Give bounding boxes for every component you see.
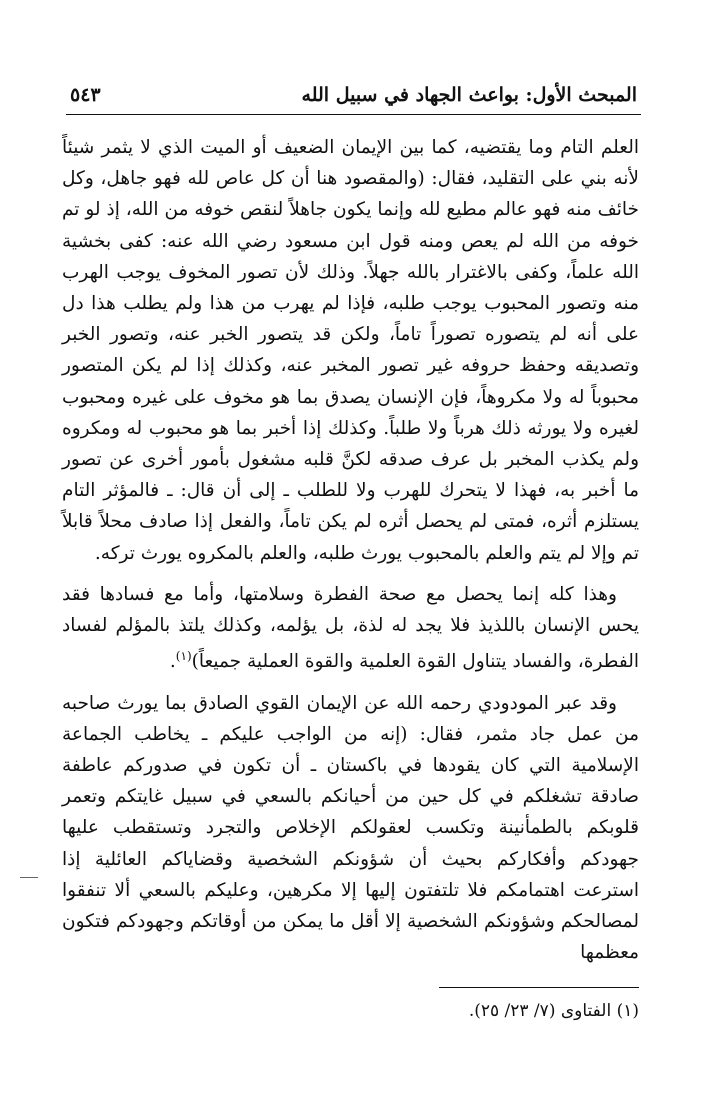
paragraph-2: [62, 579, 639, 678]
header-divider: [66, 114, 641, 115]
page-number: ٥٤٣: [70, 84, 101, 106]
paragraph-1: العلم التام وما يقتضيه، كما بين الإيمان الضعيف أو الميت الذي لا يثمر شيئاً لأنه بني على التقليد، فقال: (والمقصود هنا أن كل عاص لله فهو جاهل، وكل خائف منه فهو عالم مطيع لله وإنما يكون جاهلاً لنقص خوفه من الله، إذ لو تم خوفه من الله لم يعص ومنه قول ابن مسعود رضي الله عنه: كفى بخشية الله علماً، وكفى بالاغترار بالله جهلاً. وذلك لأن تصور المخوف يوجب الهرب منه وتصور المحبوب يوجب طلبه، فإذا لم يهرب من هذا ولم يطلب هذا دل على أنه لم يتصوره تصوراً تاماً، ولكن قد يتصور الخبر عنه، وتصور الخبر وتصديقه وحفظ حروفه غير تصور المخبر عنه، وكذلك إذا لم يكن المتصور محبوباً له ولا مكروهاً، فإن الإنسان يصدق بما هو مخوف على غيره ومحبوب لغيره ولا يورثه ذلك هرباً ولا طلباً. وكذلك إذا أخبر بما هو محبوب له ومكروه ولم يكذب المخبر بل عرف صدقه لكنَّ قلبه مشغول بأمور أخرى عن تصور ما أخبر به، فهذا لا يتحرك للهرب ولا للطلب ـ إلى أن قال: ـ فالمؤثر التام يستلزم أثره، فمتى لم يحصل أثره لم يكن تاماً، والفعل إذا صادف محلاً قابلاً تم وإلا لم يتم والعلم بالمحبوب يورث طلبه، والعلم بالمكروه يورث تركه.: [62, 137, 639, 564]
footnote: (١) الفتاوى (٧/ ٢٣/ ٢٥).: [468, 1001, 639, 1021]
footnote-marker[interactable]: (١): [175, 649, 192, 664]
body-text: [62, 132, 639, 968]
paragraph-2-text: وهذا كله إنما يحصل مع صحة الفطرة وسلامتها، وأما مع فسادها فقد يحس الإنسان باللذيذ فلا يجد له لذة، بل يؤلمه، وكذلك يلتذ بالمؤلم لفساد الفطرة، والفساد يتناول القوة العلمية والقوة العملية جميعاً): [62, 583, 639, 673]
paragraph-2-end: .: [169, 651, 176, 673]
footnote-divider: [439, 987, 639, 988]
paragraph-3: وقد عبر المودودي رحمه الله عن الإيمان القوي الصادق بما يورث صاحبه من عمل جاد مثمر، فقال: (إنه من الواجب عليكم ـ يخاطب الجماعة الإسلامية التي كان يقودها في باكستان ـ أن تكون في صدوركم عاطفة صادقة تشغلكم في كل حين من أحيانكم بالسعي في سبيل غايتكم وتعمر قلوبكم بالطمأنينة وتكسب لعقولكم الإخلاص والتجرد وتستقطب عليها جهودكم وأفكاركم بحيث أن شؤونكم الشخصية وقضاياكم العائلية إذا استرعت اهتمامكم فلا تلتفتون إليها إلا مكرهين، وعليكم بالسعي ألا تنفقوا لمصالحكم وشؤونكم الشخصية إلا أقل ما يمكن من أوقاتكم وجهودكم فتكون معظمها: [62, 692, 639, 964]
header-title: المبحث الأول: بواعث الجهاد في سبيل الله: [301, 84, 637, 106]
running-header: [70, 78, 637, 112]
margin-mark: [20, 877, 38, 878]
